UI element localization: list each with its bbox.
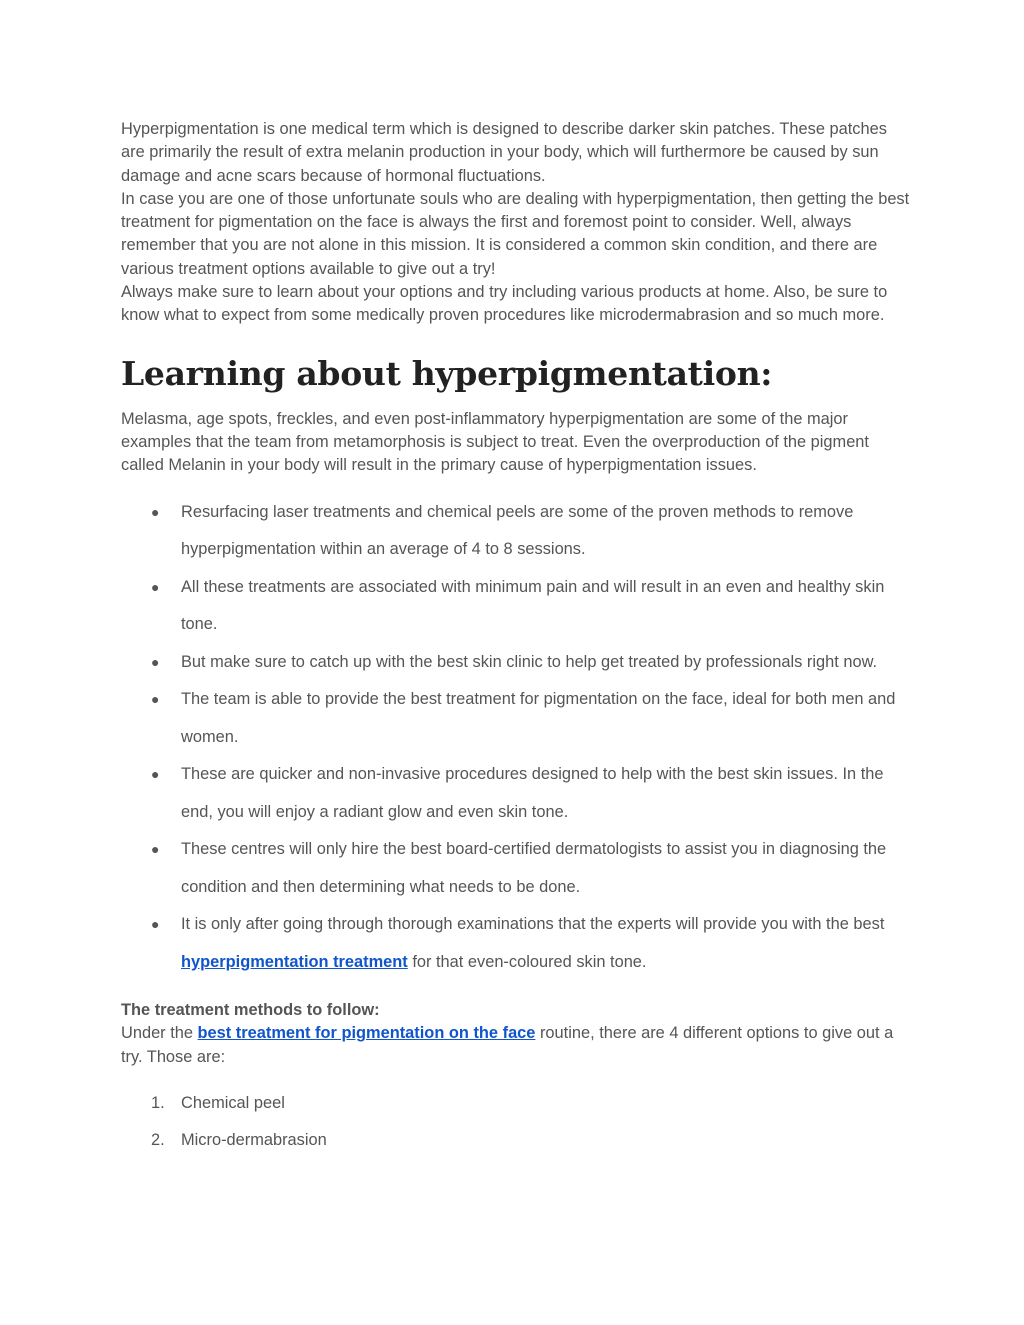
bullet-icon: ● (151, 653, 160, 670)
list-item (121, 756, 911, 831)
list-item-text: Micro-dermabrasion (181, 1131, 327, 1150)
list-number: 1. (151, 1093, 165, 1112)
hyperpigmentation-treatment-link[interactable]: hyperpigmentation treatment (181, 952, 408, 971)
list-item (121, 1122, 911, 1160)
list-item (121, 1085, 911, 1123)
section-paragraph: Melasma, age spots, freckles, and even post-inflammatory hyperpigmentation are some of the major examples that the team from metamorphosis is subject to treat. Even the overproduction of the pigment called Melanin in your body will result in the primary cause of hyperpigmentation issues. (121, 409, 869, 475)
list-item-text-before: It is only after going through thorough examinations that the experts will provide you with the best (181, 915, 885, 934)
list-item (121, 644, 911, 682)
list-item-text: These centres will only hire the best board-certified dermatologists to assist you in diagnosing the condition and then determining what needs to be done. (181, 840, 887, 896)
intro-paragraph-1: Hyperpigmentation is one medical term which is designed to describe darker skin patches. These patches are primarily the result of extra melanin production in your body, which will furthermore be caused by sun damage and acne scars because of hormonal fluctuations. (121, 120, 887, 185)
section-heading-treatment-methods: The treatment methods to follow: (121, 1001, 380, 1020)
section-heading-learning: Learning about hyperpigmentation: (121, 353, 773, 393)
list-item-text: But make sure to catch up with the best skin clinic to help get treated by professionals right now. (181, 652, 878, 671)
numbered-list (121, 1085, 911, 1160)
list-item (121, 906, 911, 981)
list-item-text: Resurfacing laser treatments and chemical peels are some of the proven methods to remove hyperpigmentation within an average of 4 to 8 sessions. (181, 502, 854, 559)
list-item-text: The team is able to provide the best treatment for pigmentation on the face, ideal for both men and women. (181, 690, 896, 746)
bullet-icon: ● (151, 916, 160, 933)
list-item-text: Chemical peel (181, 1093, 285, 1112)
list-item (121, 831, 911, 906)
list-item (121, 569, 911, 644)
list-item-text: All these treatments are associated with minimum pain and will result in an even and healthy skin tone. (181, 577, 885, 634)
list-item-text: These are quicker and non-invasive procedures designed to help with the best skin issues. In the end, you will enjoy a radiant glow and even skin tone. (181, 765, 884, 821)
intro-paragraph-3: Always make sure to learn about your options and try including various products at home. Also, be sure to know what to expect from some medically proven procedures like microdermabrasion and so much more. (121, 283, 888, 325)
best-treatment-link[interactable]: best treatment for pigmentation on the face (197, 1024, 536, 1043)
document-page (121, 118, 911, 1160)
bullet-icon: ● (151, 841, 160, 858)
treatment-intro-paragraph (121, 1022, 911, 1069)
list-item (121, 494, 911, 569)
bullet-list (121, 494, 911, 982)
bullet-icon: ● (151, 691, 160, 708)
list-item (121, 681, 911, 756)
list-number: 2. (151, 1131, 165, 1150)
bullet-icon: ● (151, 503, 160, 520)
treatment-intro-after: routine, there are 4 different options to give out a try. Those are: (121, 1024, 894, 1066)
treatment-intro-before: Under the (121, 1024, 198, 1043)
bullet-icon: ● (151, 766, 160, 783)
bullet-icon: ● (151, 578, 160, 595)
list-item-text-after: for that even-coloured skin tone. (407, 952, 647, 971)
intro-paragraph-2: In case you are one of those unfortunate souls who are dealing with hyperpigmentation, then getting the best treatment for pigmentation on the face is always the first and foremost point to consider. Well, always remember that you are not alone in this mission. It is considered a common skin condition, and there are various treatment options available to give out a try! (121, 189, 910, 278)
